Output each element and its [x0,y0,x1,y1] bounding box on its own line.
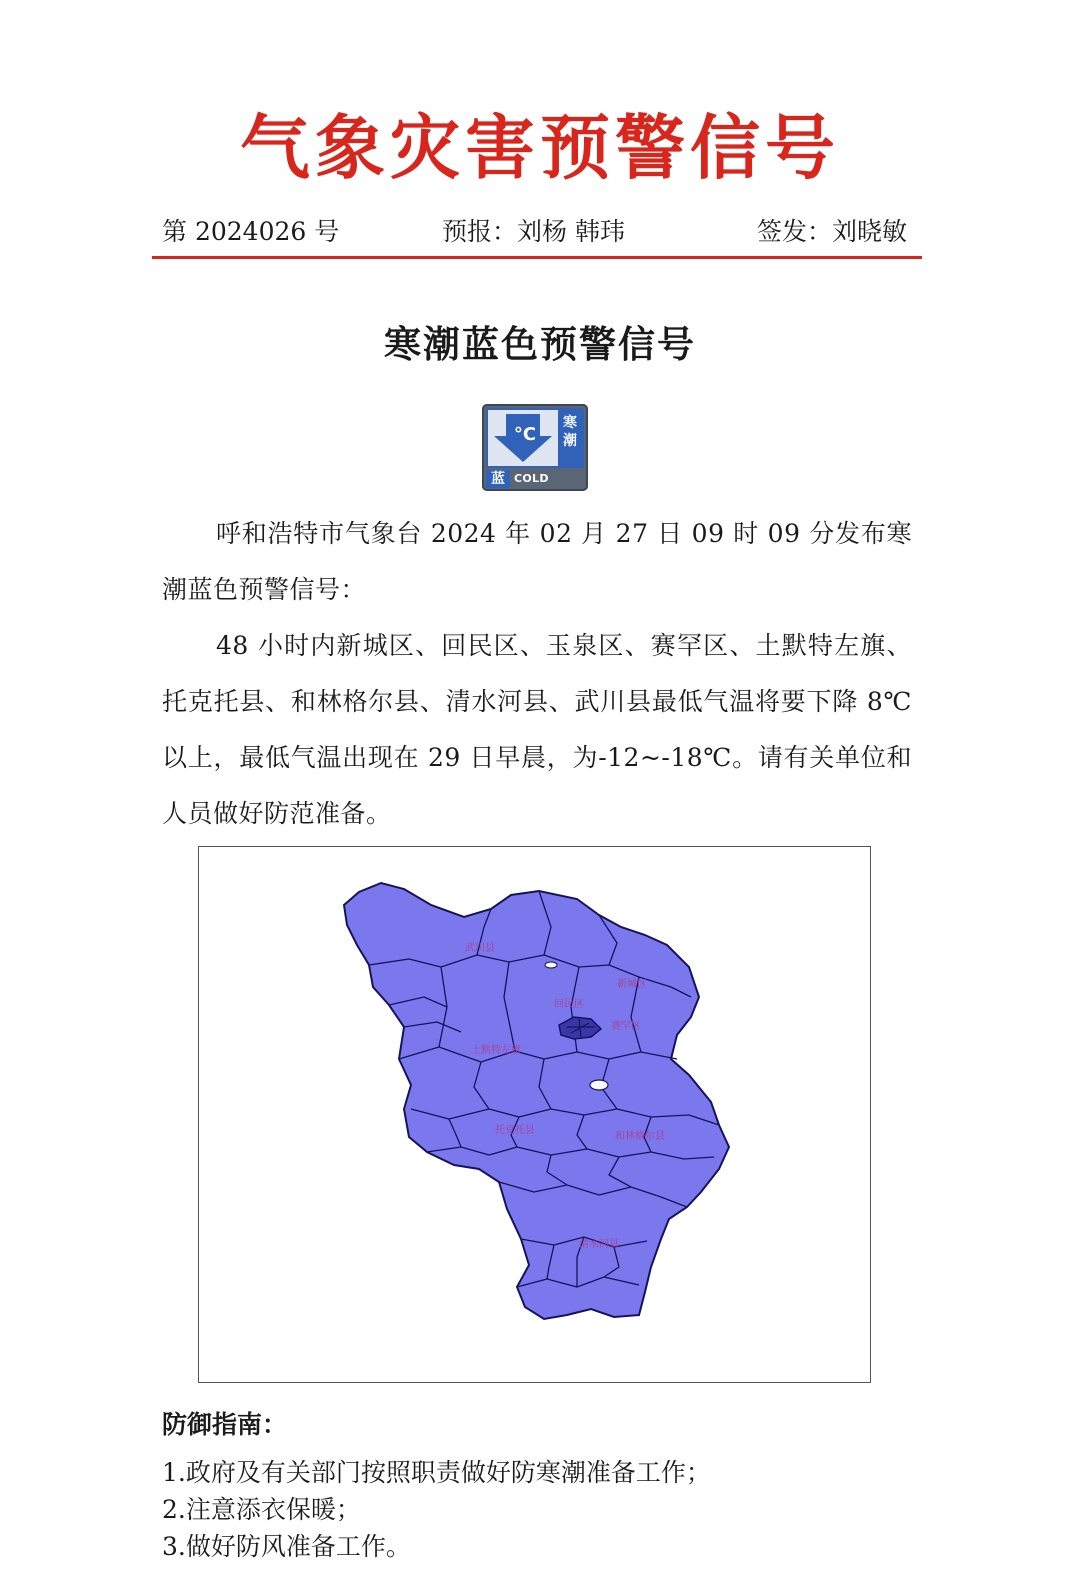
document-title: 气象灾害预警信号 [240,106,840,189]
defense-guide-title: 防御指南： [162,1410,288,1439]
issue-number: 第 2024026 号 [162,217,340,246]
signal-title: 寒潮蓝色预警信号 [384,322,696,366]
warning-map [198,846,871,1383]
map-label-tumote: 土默特左旗 [471,1045,521,1056]
cold-wave-blue-icon [482,404,588,503]
map-label-helinge: 和林格尔县 [615,1131,665,1142]
guide-item: 3.做好防风准备工作。 [162,1532,411,1561]
map-label-xincheng: 新城区 [617,979,647,990]
map-label-qingshuihe: 清水河县 [579,1239,619,1250]
map-label-tuoketuo: 托克托县 [495,1125,535,1136]
badge-type-text: 寒 潮 [563,415,577,449]
celsius-symbol: °C [513,424,537,445]
issue-paragraph: 呼和浩特市气象台 2024 年 02 月 27 日 09 时 09 分发布寒潮蓝色预警信号： [162,519,912,604]
forecaster-names: 预报：刘杨 韩玮 [442,217,625,246]
badge-level: 蓝 [486,470,510,488]
header-divider [152,256,922,259]
map-label-huimin: 回民区 [554,999,584,1010]
guide-item: 1.政府及有关部门按照职责做好防寒潮准备工作； [162,1458,711,1487]
badge-bottom [486,470,584,503]
badge-english: COLD WAVE [514,472,551,503]
map-region-shape [344,883,729,1319]
guide-item: 2.注意添衣保暖； [162,1495,361,1524]
map-label-saihan: 赛罕区 [611,1021,641,1032]
issuer-name: 签发：刘晓敏 [757,217,908,246]
map-label-wuchuan: 武川县 [465,943,495,954]
region-map [199,847,870,1382]
warning-paragraph: 48 小时内新城区、回民区、玉泉区、赛罕区、土默特左旗、托克托县、和林格尔县、清水河县、武川县最低气温将要下降 8℃以上，最低气温出现在 29 日早晨，为-12~-18℃。请有关单位和人员做好防范准备。 [162,631,912,828]
